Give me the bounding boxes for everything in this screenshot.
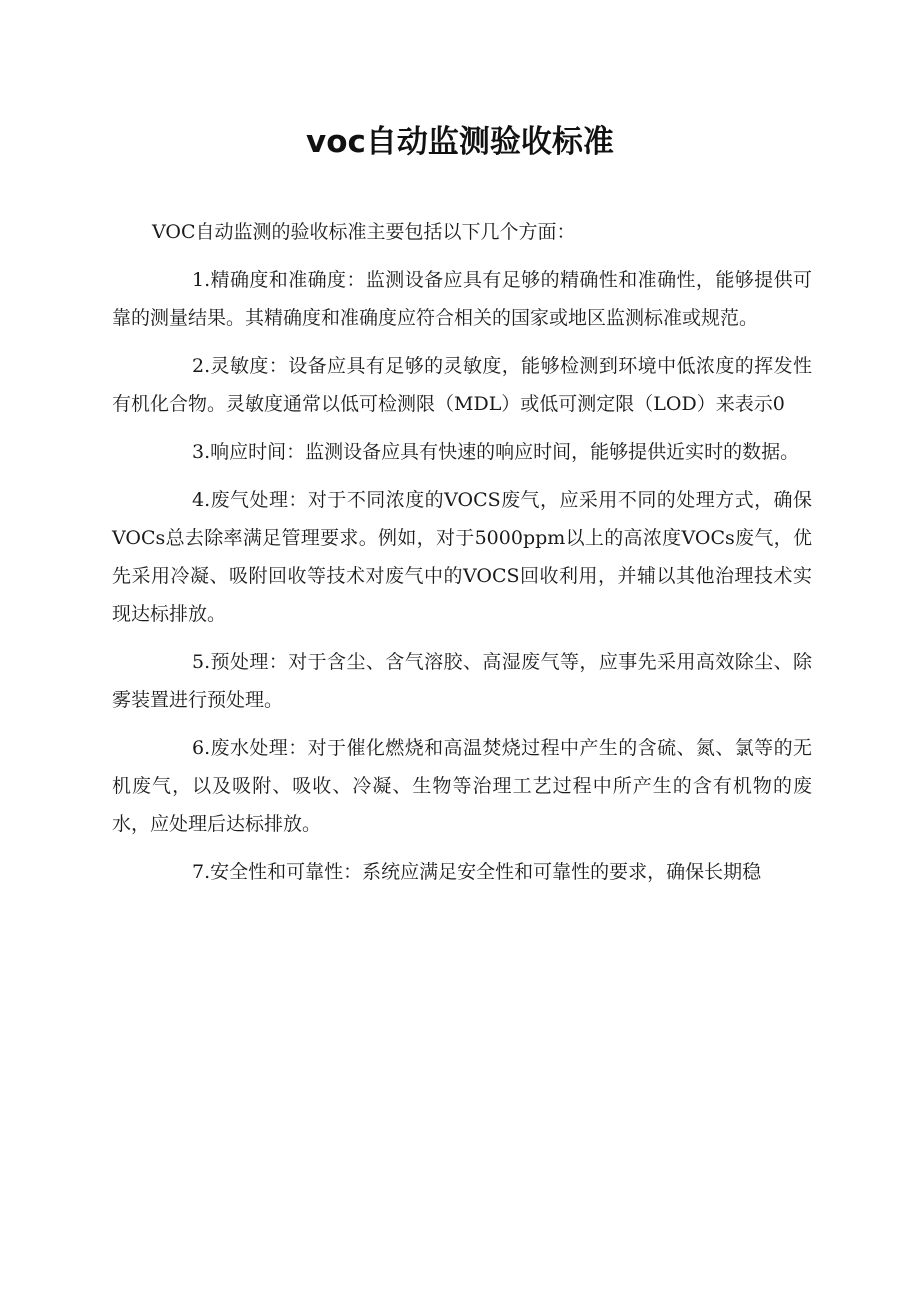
item-number: 6 [192, 737, 205, 759]
list-item-7 [112, 853, 812, 891]
list-item-4 [112, 481, 812, 633]
intro-paragraph: VOC自动监测的验收标准主要包括以下几个方面： [152, 221, 576, 243]
item-number: 5 [192, 651, 205, 673]
item-text: .预处理：对于含尘、含气溶胶、高湿废气等，应事先采用高效除尘、除雾装置进行预处理。 [112, 651, 812, 711]
list-item-3 [112, 433, 812, 471]
document-body [112, 213, 812, 901]
item-number: 7 [192, 861, 205, 883]
item-text: .废气处理：对于不同浓度的VOCS废气，应采用不同的处理方式，确保VOCs总去除率满足管理要求。例如，对于5000ppm以上的高浓度VOCs废气，优先采用冷凝、吸附回收等技术对废气中的VOCS回收利用，并辅以其他治理技术实现达标排放。 [112, 489, 812, 625]
list-item-6 [112, 729, 812, 843]
item-number: 4 [192, 489, 205, 511]
item-number: 3 [192, 441, 205, 463]
item-text: .安全性和可靠性：系统应满足安全性和可靠性的要求，确保长期稳 [204, 861, 762, 883]
list-item-5 [112, 643, 812, 719]
item-text: .废水处理：对于催化燃烧和高温焚烧过程中产生的含硫、氮、氯等的无机废气，以及吸附、吸收、冷凝、生物等治理工艺过程中所产生的含有机物的废水，应处理后达标排放。 [112, 737, 812, 835]
document-title: voc自动监测验收标准 [306, 124, 614, 160]
item-number: 1 [192, 269, 205, 291]
item-text: .精确度和准确度：监测设备应具有足够的精确性和准确性，能够提供可靠的测量结果。其精确度和准确度应符合相关的国家或地区监测标准或规范。 [112, 269, 812, 329]
item-number: 2 [192, 355, 205, 377]
list-item-2 [112, 347, 812, 423]
list-item-1 [112, 261, 812, 337]
item-text: .灵敏度：设备应具有足够的灵敏度，能够检测到环境中低浓度的挥发性有机化合物。灵敏度通常以低可检测限（MDL）或低可测定限（LOD）来表示0 [112, 355, 812, 415]
item-text: .响应时间：监测设备应具有快速的响应时间，能够提供近实时的数据。 [204, 441, 800, 463]
